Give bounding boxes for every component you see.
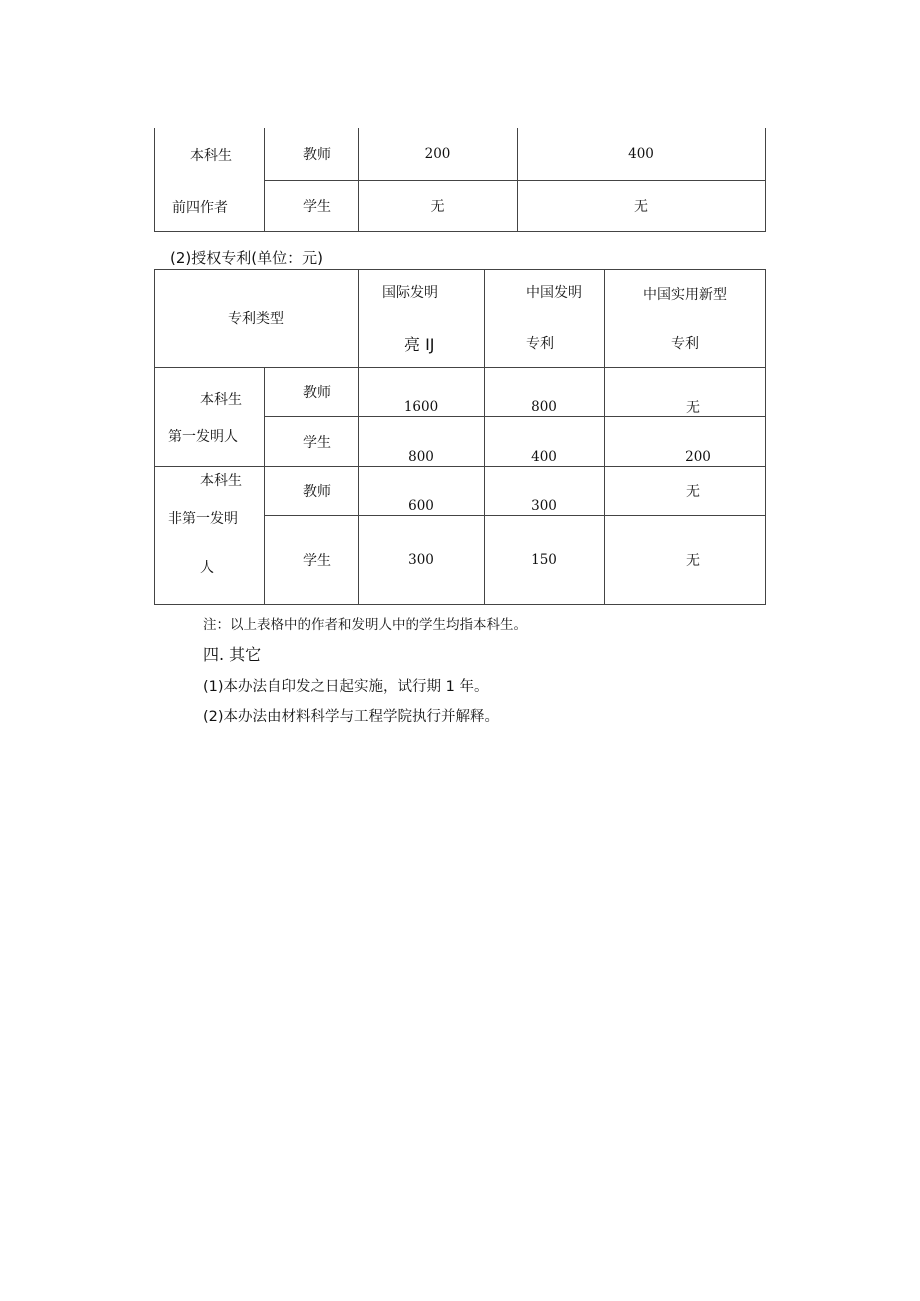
group1-label-1: 本科生 xyxy=(200,392,242,408)
section-heading: 四. 其它 xyxy=(203,645,262,664)
clause-item-2: (2)本办法由材料科学与工程学院执行并解释。 xyxy=(203,709,500,725)
row-group-label-1: 本科生 xyxy=(190,148,232,164)
cell-value: 无 xyxy=(686,400,700,416)
role-teacher: 教师 xyxy=(303,385,331,401)
cell-value: 无 xyxy=(686,553,700,569)
cell-value: 无 xyxy=(634,198,648,215)
row-group-label-2: 前四作者 xyxy=(172,200,228,216)
award-table-papers xyxy=(154,128,766,232)
table-caption: (2)授权专利(单位：元) xyxy=(170,249,323,267)
cell-value: 无 xyxy=(686,484,700,500)
cell-value: 200 xyxy=(424,146,451,162)
group2-label-3: 人 xyxy=(200,560,214,576)
cell-value: 无 xyxy=(430,198,445,215)
group1-label-2: 第一发明人 xyxy=(168,429,238,445)
award-table-patents xyxy=(154,269,766,605)
cell-value: 300 xyxy=(408,552,434,568)
cell-value: 600 xyxy=(408,498,434,514)
table-footnote: 注：以上表格中的作者和发明人中的学生均指本科生。 xyxy=(203,617,527,633)
header-cn-utility-1: 中国实用新型 xyxy=(643,287,727,303)
role-teacher: 教师 xyxy=(303,484,331,500)
header-cn-invention-2: 专利 xyxy=(526,336,554,352)
cell-value: 400 xyxy=(628,146,654,162)
header-patent-type: 专利类型 xyxy=(228,311,284,327)
cell-value: 1600 xyxy=(403,399,439,415)
cell-value: 200 xyxy=(685,449,711,465)
header-intl-invention-1: 国际发明 xyxy=(382,285,438,301)
header-intl-invention-2: 亮 IJ xyxy=(404,334,435,354)
cell-value: 800 xyxy=(531,399,557,415)
role-student: 学生 xyxy=(303,198,331,215)
header-cn-utility-2: 专利 xyxy=(671,336,699,352)
cell-value: 800 xyxy=(408,449,434,465)
cell-value: 400 xyxy=(531,449,557,465)
group2-label-2: 非第一发明 xyxy=(168,511,238,527)
clause-item-1: (1)本办法自印发之日起实施，试行期 1 年。 xyxy=(203,679,489,695)
cell-value: 150 xyxy=(531,552,557,568)
header-cn-invention-1: 中国发明 xyxy=(526,285,582,301)
role-student: 学生 xyxy=(303,553,331,569)
role-teacher: 教师 xyxy=(303,147,331,163)
cell-value: 300 xyxy=(531,498,557,514)
role-student: 学生 xyxy=(303,435,331,451)
group2-label-1: 本科生 xyxy=(200,473,242,489)
